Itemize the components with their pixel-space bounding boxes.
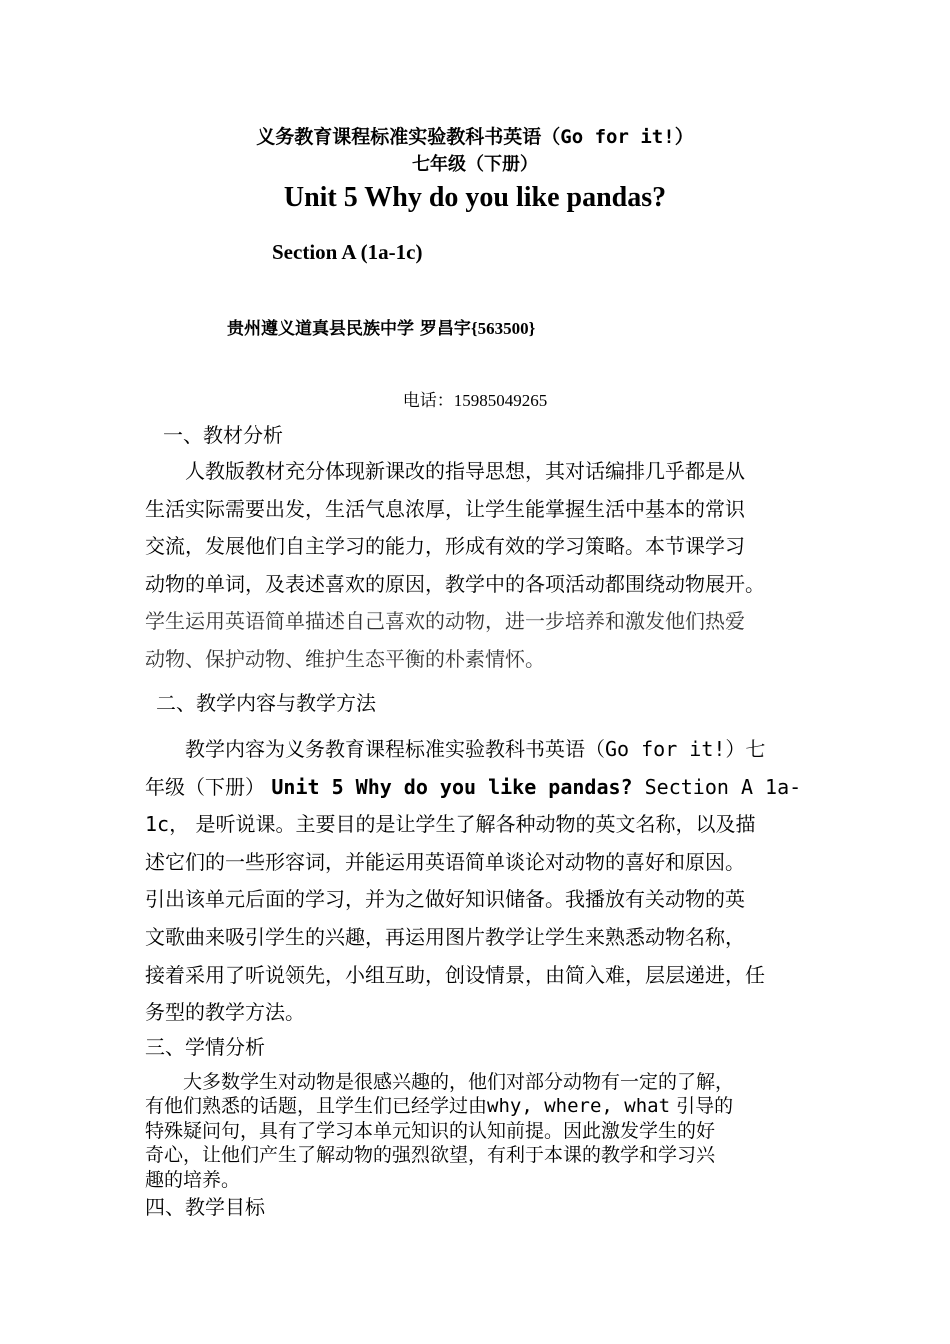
paragraph-line: 大多数学生对动物是很感兴趣的，他们对部分动物有一定的了解， [145, 1071, 735, 1093]
paragraph-line: 引出该单元后面的学习，并为之做好知识储备。我播放有关动物的英 [145, 887, 745, 912]
text-run: 教学内容为义务教育课程标准实验教科书英语（ [145, 737, 605, 761]
text-run-en: Go for it! [605, 737, 726, 761]
heading-textbook-analysis: 一、教材分析 [163, 423, 283, 447]
text-run-en-bold: Unit 5 Why do you like pandas? [271, 774, 633, 799]
phone-number: 15985049265 [453, 391, 548, 410]
text-run: ）七 [725, 737, 766, 761]
paragraph-line: 接着采用了听说领先，小组互助，创设情景，由简入难，层层递进，任 [145, 962, 765, 987]
school-author: 贵州遵义道真县民族中学 罗昌宇 [227, 319, 471, 339]
postcode: {563500} [470, 319, 536, 338]
paragraph-line: 交流，发展他们自主学习的能力，形成有效的学习策略。本节课学习 [145, 534, 745, 559]
paragraph-textbook-analysis [145, 453, 817, 679]
paragraph-line: 趣的培养。 [145, 1168, 241, 1191]
section-title: Section A (1a-1c) [272, 240, 423, 264]
paragraph-line: 学生运用英语简单描述自己喜欢的动物，进一步培养和激发他们热爱 [145, 609, 745, 634]
paragraph-line: 动物、保护动物、维护生态平衡的朴素情怀。 [145, 646, 545, 671]
series-title-close: ） [674, 126, 694, 148]
heading-learner-analysis: 三、学情分析 [145, 1035, 265, 1059]
text-run: 有他们熟悉的话题，且学生们已经学过由 [145, 1095, 488, 1118]
paragraph-line: 述它们的一些形容词，并能运用英语简单谈论对动物的喜好和原因。 [145, 849, 745, 874]
paragraph-line: 文歌曲来吸引学生的兴趣，再运用图片教学让学生来熟悉动物名称， [145, 924, 745, 949]
series-title [0, 122, 950, 149]
paragraph-line: 特殊疑问句，具有了学习本单元知识的认知前提。因此激发学生的好 [145, 1119, 716, 1142]
text-run-en: Section A 1a- [632, 774, 802, 799]
unit-title: Unit 5 Why do you like pandas? [283, 182, 667, 213]
series-title-en: Go for it! [560, 126, 675, 148]
text-run: 是听说课。主要目的是让学生了解各种动物的英文名称，以及描 [189, 812, 756, 837]
paragraph-line: 生活实际需要出发，生活气息浓厚，让学生能掌握生活中基本的常识 [145, 496, 745, 521]
grade-title: 七年级（下册） [412, 154, 538, 175]
author-line [227, 314, 535, 339]
paragraph-line [145, 1094, 817, 1118]
text-run: 年级（下册） [145, 774, 272, 799]
series-title-cn: 义务教育课程标准实验教科书英语（ [256, 126, 561, 148]
phone-label: 电话： [402, 391, 454, 411]
text-run-en: 1c， [145, 812, 190, 837]
heading-teaching-goals: 四、教学目标 [145, 1195, 265, 1219]
phone-line [0, 386, 950, 411]
paragraph-line [145, 731, 817, 769]
paragraph-content-method [145, 731, 817, 1032]
paragraph-line: 动物的单词，及表述喜欢的原因，教学中的各项活动都围绕动物展开。 [145, 571, 765, 596]
paragraph-line: 奇心，让他们产生了解动物的强烈欲望，有利于本课的教学和学习兴 [145, 1144, 716, 1167]
paragraph-learner-analysis [145, 1070, 817, 1192]
paragraph-line: 务型的教学方法。 [145, 1000, 305, 1025]
text-run-en: why, where, what [487, 1095, 671, 1118]
paragraph-line: 人教版教材充分体现新课改的指导思想，其对话编排几乎都是从 [145, 459, 745, 483]
text-run: 引导的 [670, 1095, 734, 1118]
heading-content-method: 二、教学内容与教学方法 [156, 691, 376, 715]
paragraph-line [145, 806, 817, 844]
paragraph-line [145, 769, 817, 807]
